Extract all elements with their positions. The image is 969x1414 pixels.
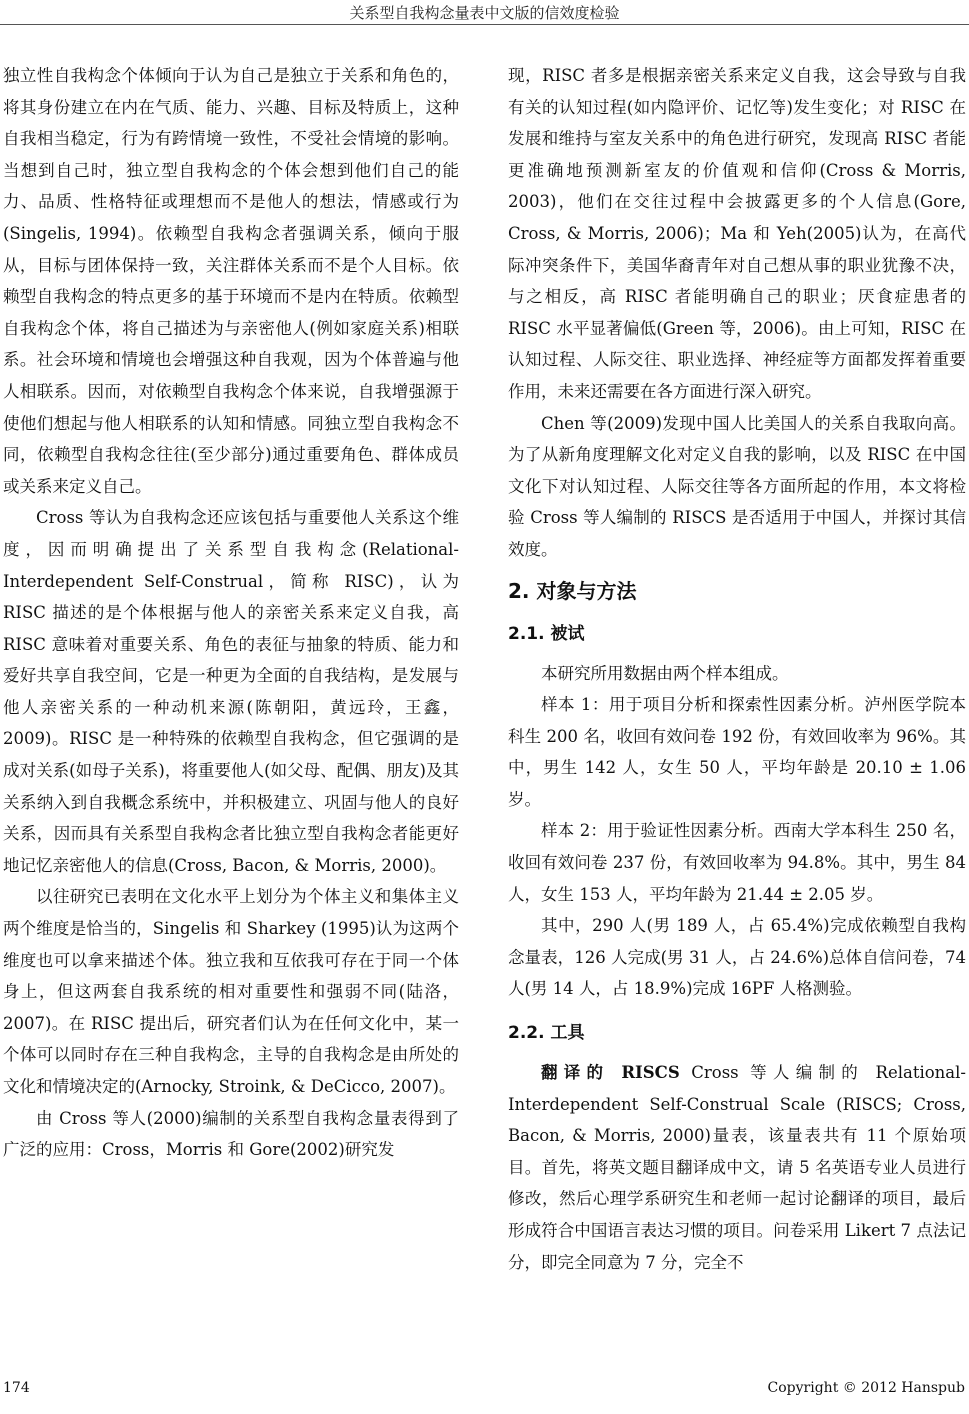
paragraph: 由 Cross 等人(2000)编制的关系型自我构念量表得到了广泛的应用：Cross，Morris 和 Gore(2002)研究发 <box>3 1108 459 1160</box>
copyright: Copyright © 2012 Hanspub <box>767 1380 965 1396</box>
paragraph-text: Cross 等人编制的 Relational-Interdependent Self-Construal Scale (RISCS; Cross, Bacon, & Morris, 2000)量表，该量表共有 11 个原始项目。首先，将英文题目翻译成中文，请 5 名英语专业人员进行修改，然后心理学系研究生和老师一起讨论翻译的项目，最后形成符合中国语言表达习惯的项目。问卷采用 Likert 7 点法记分，即完全同意为 7 分，完全不 <box>508 1063 966 1272</box>
term-label: 翻译的 RISCS <box>541 1063 680 1083</box>
right-column <box>508 60 966 1278</box>
left-column <box>3 60 459 1166</box>
paragraph: 其中，290 人(男 189 人，占 65.4%)完成依赖型自我构念量表，126 人完成(男 31 人，占 24.6%)总体自信问卷，74 人(男 14 人，占 18.9%)完成 16PF 人格测验。 <box>508 916 966 999</box>
paragraph: Chen 等(2009)发现中国人比美国人的关系自我取向高。为了从新角度理解文化对定义自我的影响，以及 RISC 在中国文化下对认知过程、人际交往等各方面所起的作用，本文将检验 Cross 等人编制的 RISCS 是否适用于中国人，并探讨其信效度。 <box>508 413 966 559</box>
paragraph: 现，RISC 者多是根据亲密关系来定义自我，这会导致与自我有关的认知过程(如内隐评价、记忆等)发生变化；对 RISC 在发展和维持与室友关系中的角色进行研究，发现高 RISC 者能更准确地预测新室友的价值观和信仰(Cross & Morris, 2003)，他们在交往过程中会披露更多的个人信息(Gore, Cross, & Morris, 2006)；Ma 和 Yeh(2005)认为，在高代际冲突条件下，美国华裔青年对自己想从事的职业犹豫不决，与之相反，高 RISC 者能明确自己的职业；厌食症患者的 RISC 水平显著偏低(Green 等，2006)。由上可知，RISC 在认知过程、人际交往、职业选择、神经症等方面都发挥着重要作用，未来还需要在各方面进行深入研究。 <box>508 66 966 401</box>
running-title: 关系型自我构念量表中文版的信效度检验 <box>349 4 620 22</box>
paragraph: 样本 1：用于项目分析和探索性因素分析。泸州医学院本科生 200 名，收回有效问卷 192 份，有效回收率为 96%。其中，男生 142 人，女生 50 人，平均年龄是 20.10 ± 1.06 岁。 <box>508 695 966 809</box>
paragraph: 以往研究已表明在文化水平上划分为个体主义和集体主义两个维度是恰当的，Singelis 和 Sharkey (1995)认为这两个维度也可以拿来描述个体。独立我和互依我可存在于同一个体身上，但这两套自我系统的相对重要性和强弱不同(陆洛，2007)。在 RISC 提出后，研究者们认为在任何文化中，某一个体可以同时存在三种自我构念，主导的自我构念是由所处的文化和情境决定的(Arnocky, Stroink, & DeCicco, 2007)。 <box>3 887 459 1096</box>
page-number: 174 <box>3 1380 30 1396</box>
header-rule <box>0 24 969 25</box>
subsection-heading: 2.2. 工具 <box>508 1023 585 1044</box>
subsection-heading: 2.1. 被试 <box>508 623 585 644</box>
paragraph <box>508 1057 966 1278</box>
paragraph: 样本 2：用于验证性因素分析。西南大学本科生 250 名，收回有效问卷 237 份，有效回收率为 94.8%。其中，男生 84 人，女生 153 人，平均年龄为 21.44 ± 2.05 岁。 <box>508 821 966 904</box>
paragraph: 独立性自我构念个体倾向于认为自己是独立于关系和角色的，将其身份建立在内在气质、能力、兴趣、目标及特质上，这种自我相当稳定，行为有跨情境一致性，不受社会情境的影响。当想到自己时，独立型自我构念的个体会想到他们自己的能力、品质、性格特征或理想而不是他人的想法，情感或行为(Singelis, 1994)。依赖型自我构念者强调关系，倾向于服从，目标与团体保持一致，关注群体关系而不是个人目标。依赖型自我构念的特点更多的基于环境而不是内在特质。依赖型自我构念个体，将自己描述为与亲密他人(例如家庭关系)相联系。社会环境和情境也会增强这种自我观，因为个体普遍与他人相联系。因而，对依赖型自我构念个体来说，自我增强源于使他们想起与他人相联系的认知和情感。同独立型自我构念不同，依赖型自我构念往往(至少部分)通过重要角色、群体成员或关系来定义自己。 <box>3 66 459 496</box>
section-heading: 2. 对象与方法 <box>508 578 637 603</box>
paragraph: Cross 等认为自我构念还应该包括与重要他人关系这个维度，因而明确提出了关系型自我构念(Relational-Interdependent Self-Construal，简称 RISC)，认为 RISC 描述的是个体根据与他人的亲密关系来定义自我，高 RISC 意味着对重要关系、角色的表征与抽象的特质、能力和爱好共享自我空间，它是一种更为全面的自我结构，是发展与他人亲密关系的一种动机来源(陈朝阳，黄远玲，王鑫，2009)。RISC 是一种特殊的依赖型自我构念，但它强调的是成对关系(如母子关系)，将重要他人(如父母、配偶、朋友)及其关系纳入到自我概念系统中，并积极建立、巩固与他人的良好关系，因而具有关系型自我构念者比独立型自我构念者能更好地记忆亲密他人的信息(Cross, Bacon, & Morris, 2000)。 <box>3 508 459 875</box>
paragraph: 本研究所用数据由两个样本组成。 <box>541 663 789 683</box>
